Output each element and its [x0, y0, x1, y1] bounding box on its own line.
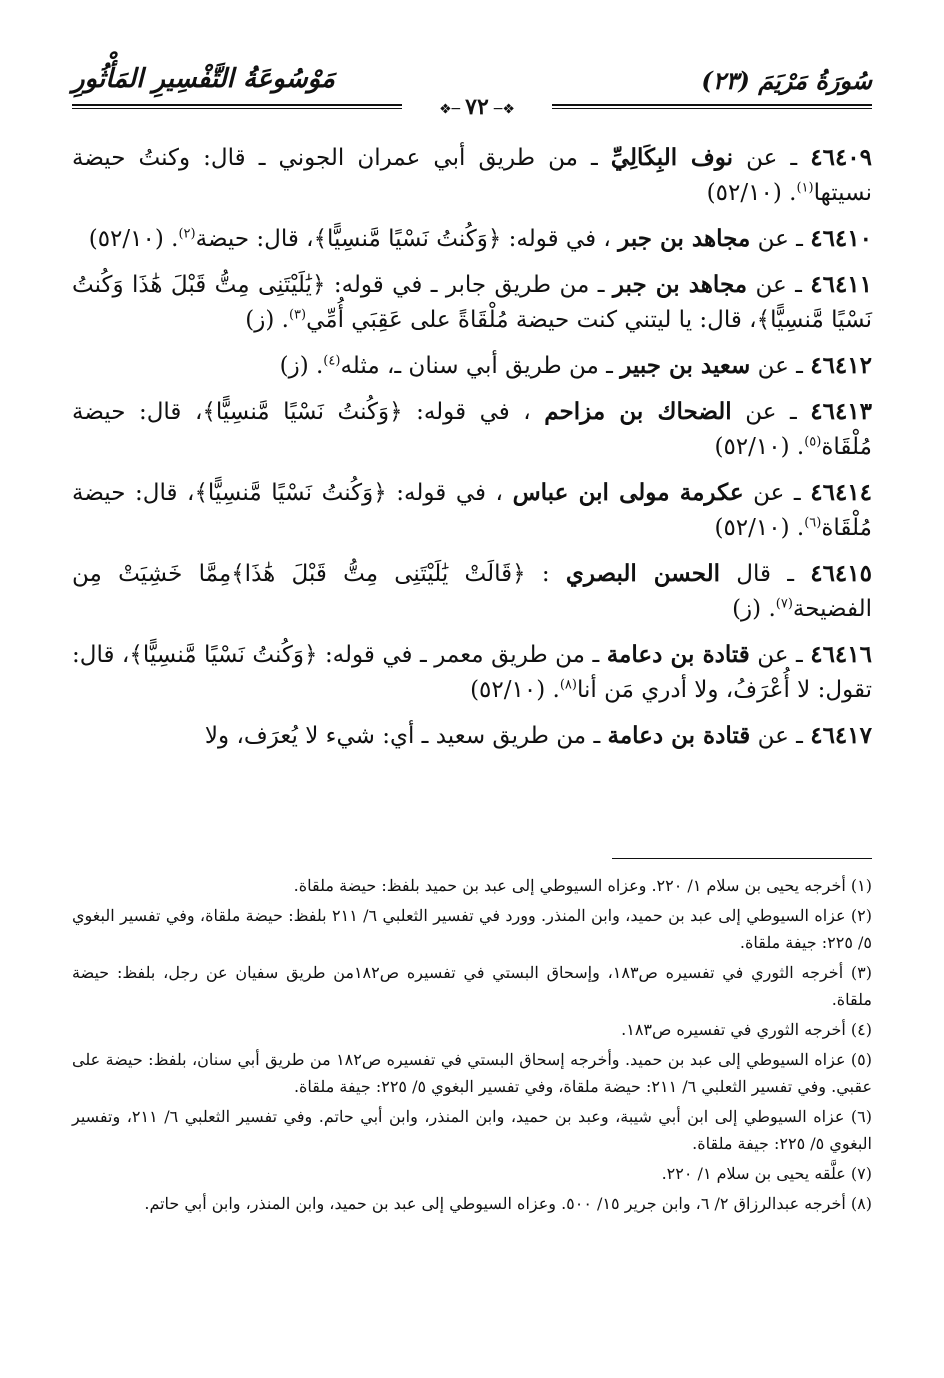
entry-verb: عن: [757, 723, 789, 749]
narrator-name: نوف البِكَالِيِّ: [610, 144, 733, 171]
footnote-ref: (٤): [323, 353, 341, 369]
entry-number: ٤٦٤١٣: [810, 398, 873, 425]
narration-entry: ٤٦٤١٠ ـ عن مجاهد بن جبر ، في قوله: ﴿وَكُنتُ نَسْيًا مَّنسِيًّا﴾، قال: حيضة$^{(٢)}$. (٥٢/١٠): [88, 225, 872, 252]
entry-text: ـ من طريق معمر ـ في قوله:: [324, 642, 600, 668]
entry-number: ٤٦٤١٦: [810, 641, 872, 668]
narration-entry: ٤٦٤٠٩ ـ عن نوف البِكَالِيِّ ـ من طريق أبي عمران الجوني ـ قال: وكنتُ حيضة نسيتها$^{(١)}$. (٥٢/١٠): [72, 144, 873, 206]
footnote-ref: (٦): [804, 515, 822, 531]
entry-text: ـ من طريق جابر ـ في قوله:: [333, 272, 605, 298]
page-number: ٧٢: [465, 94, 489, 120]
entry-text-after-verse: ، قال: تقول: لا أُعْرَفُ، ولا أدري مَن أنا: [72, 642, 872, 703]
entry-number: ٤٦٤١٠: [810, 225, 872, 252]
footnote-ref: (٧): [775, 596, 793, 612]
entry-verb: عن: [753, 480, 785, 506]
entry-verb: عن: [746, 145, 778, 171]
footnote: (٦) عزاه السيوطي إلى ابن أبي شيبة، وعبد بن حميد، وابن المنذر، وابن أبي حاتم. وفي تفسير الثعلبي ٦/ ٢١١، وتفسير البغوي ٥/ ٢٢٥: جيفة ملقاة.: [72, 1107, 873, 1153]
entry-verb: عن: [755, 272, 787, 298]
entry-punct: .: [171, 226, 179, 252]
footnote: (١) أخرجه يحيى بن سلام ١/ ٢٢٠. وعزاه السيوطي إلى عبد بن حميد بلفظ: حيضة ملقاة.: [293, 876, 872, 895]
page-header: [72, 60, 872, 120]
entry-number: ٤٦٤٠٩: [810, 144, 873, 171]
entry-number: ٤٦٤١٧: [810, 722, 872, 749]
entry-punct: .: [768, 596, 776, 622]
footnote: (٧) علَّقه يحيى بن سلام ١/ ٢٢٠.: [661, 1164, 872, 1183]
quran-verse: ﴿وَكُنتُ نَسْيًا مَّنسِيًّا﴾: [202, 399, 403, 425]
source-ref: (٥٢/١٠): [714, 515, 790, 541]
narration-entry: ٤٦٤١٤ ـ عن عكرمة مولى ابن عباس ، في قوله: ﴿وَكُنتُ نَسْيًا مَّنسِيًّا﴾، قال: حيضة مُلْقَاة$^{(٦)}$. (٥٢/١٠): [72, 479, 873, 541]
narrator-name: الضحاك بن مزاحم: [544, 398, 732, 425]
entry-text-after-verse: ، قال: حيضة مُلْقَاة: [72, 480, 872, 541]
entry-punct: .: [789, 180, 797, 206]
footnotes-list: [72, 872, 872, 1220]
book-title: مَوْسُوعَةُ التَّفْسِيرِ المَأْثُورِ: [72, 64, 335, 94]
footnote: (٨) أخرجه عبدالرزاق ٢/ ٦، وابن جرير ١٥/ ٥٠٠. وعزاه السيوطي إلى عبد بن حميد، وابن المنذر، وابن أبي حاتم.: [144, 1194, 872, 1213]
source-ref: (٥٢/١٠): [706, 180, 782, 206]
entry-text: ، في قوله:: [508, 226, 611, 252]
narrator-name: سعيد بن جبير: [620, 352, 751, 379]
footnote-ref: (٣): [288, 307, 307, 323]
entry-punct: .: [796, 434, 805, 460]
footnote: (٤) أخرجه الثوري في تفسيره ص١٨٣.: [621, 1020, 872, 1039]
entry-text: ـ من طريق سعيد ـ أي: شيء لا يُعرَف، ولا: [204, 723, 601, 749]
entry-text: ـ من طريق أبي سنان ـ، مثله: [340, 353, 613, 379]
entry-verb: عن: [745, 399, 777, 425]
entry-verb: عن: [757, 642, 789, 668]
entry-text-after-verse: ، قال: حيضة: [195, 226, 314, 252]
surah-title: سُورَةُ مَرْيَمَ (٢٣): [701, 66, 872, 95]
entry-punct: .: [796, 515, 805, 541]
narrator-name: عكرمة مولى ابن عباس: [512, 479, 744, 506]
quran-verse: ﴿وَكُنتُ نَسْيًا مَّنسِيًّا﴾: [194, 480, 387, 506]
footnote-rule: [612, 858, 872, 859]
entry-verb: قال: [736, 561, 771, 587]
narrator-name: مجاهد بن جبر: [612, 271, 748, 298]
footnote-ref: (١): [796, 180, 814, 196]
narration-entry: ٤٦٤١٥ ـ قال الحسن البصري : ﴿قَالَتْ يَٰلَيْتَنِى مِتُّ قَبْلَ هَٰذَا﴾مِمَّا خَشِيَتْ مِن الفضيحة$^{(٧)}$. (ز): [72, 560, 872, 622]
entry-punct: .: [281, 307, 289, 333]
entry-text: ـ من طريق أبي عمران الجوني ـ قال: وكنتُ حيضة نسيتها: [72, 145, 872, 206]
entry-text: ، في قوله:: [396, 480, 503, 506]
narration-entry: ٤٦٤١١ ـ عن مجاهد بن جبر ـ من طريق جابر ـ في قوله: ﴿يَٰلَيْتَنِى مِتُّ قَبْلَ هَٰذَا وَكُنتُ نَسْيًا مَّنسِيًّا﴾، قال: يا ليتني كنت حيضة مُلْقَاةً على عَقِبَي أُمِّي$^{(٣)}$. (ز): [72, 271, 873, 333]
page-number-box: [402, 94, 552, 120]
ornament-left-icon: ❖─: [439, 101, 461, 118]
footnote-ref: (٨): [559, 677, 577, 693]
footnote: (٢) عزاه السيوطي إلى عبد بن حميد، وابن المنذر. وورد في تفسير الثعلبي ٦/ ٢١١ بلفظ: حيضة ملقاة، وفي تفسير البغوي ٥/ ٢٢٥: جيفة ملقاة.: [72, 906, 873, 952]
quran-verse: ﴿وَكُنتُ نَسْيًا مَّنسِيًّا﴾: [129, 642, 318, 668]
footnote-ref: (٥): [804, 434, 822, 450]
source-ref: (٥٢/١٠): [470, 677, 546, 703]
entry-number: ٤٦٤١٥: [810, 560, 872, 587]
entry-number: ٤٦٤١١: [810, 271, 873, 298]
entry-text-after-verse: ، قال: حيضة مُلْقَاة: [72, 399, 872, 460]
narrator-name: قتادة بن دعامة: [606, 641, 750, 668]
entry-text: ، في قوله:: [416, 399, 531, 425]
entry-number: ٤٦٤١٢: [810, 352, 872, 379]
source-ref: (٥٢/١٠): [714, 434, 790, 460]
source-ref: (ز): [732, 596, 762, 622]
narrator-name: مجاهد بن جبر: [618, 225, 751, 252]
entry-punct: .: [552, 677, 560, 703]
quran-verse: ﴿يَٰلَيْتَنِى مِتُّ قَبْلَ هَٰذَا وَكُنتُ نَسْيًا مَّنسِيًّا﴾: [72, 272, 872, 333]
entry-number: ٤٦٤١٤: [810, 479, 873, 506]
narrations-list: [72, 140, 872, 764]
narration-entry: ٤٦٤١٣ ـ عن الضحاك بن مزاحم ، في قوله: ﴿وَكُنتُ نَسْيًا مَّنسِيًّا﴾، قال: حيضة مُلْقَاة$^{(٥)}$. (٥٢/١٠): [72, 398, 873, 460]
entry-text-after-verse: ، قال: يا ليتني كنت حيضة مُلْقَاةً على عَقِبَي أُمِّي: [306, 307, 757, 333]
entry-text: :: [541, 561, 550, 587]
quran-verse: ﴿قَالَتْ يَٰلَيْتَنِى مِتُّ قَبْلَ هَٰذَا﴾: [231, 561, 526, 587]
entry-verb: عن: [757, 226, 789, 252]
source-ref: (ز): [279, 353, 309, 379]
narration-entry: ٤٦٤١٧ ـ عن قتادة بن دعامة ـ من طريق سعيد ـ أي: شيء لا يُعرَف، ولا: [204, 722, 872, 749]
entry-verb: عن: [757, 353, 789, 379]
quran-verse: ﴿وَكُنتُ نَسْيًا مَّنسِيًّا﴾: [313, 226, 502, 252]
narration-entry: ٤٦٤١٦ ـ عن قتادة بن دعامة ـ من طريق معمر ـ في قوله: ﴿وَكُنتُ نَسْيًا مَّنسِيًّا﴾، قال: تقول: لا أُعْرَفُ، ولا أدري مَن أنا$^{(٨)}$. (٥٢/١٠): [72, 641, 872, 703]
entry-text-after-verse: مِمَّا خَشِيَتْ مِن الفضيحة: [72, 561, 872, 622]
footnote: (٣) أخرجه الثوري في تفسيره ص١٨٣، وإسحاق البستي في تفسيره ص١٨٢من طريق سفيان عن رجل، بلفظ: حيضة ملقاة.: [72, 963, 873, 1009]
narrator-name: قتادة بن دعامة: [607, 722, 751, 749]
footnote: (٥) عزاه السيوطي إلى عبد بن حميد. وأخرجه إسحاق البستي في تفسيره ص١٨٢ من طريق أبي سنان، بلفظ: حيضة على عقبي. وفي تفسير الثعلبي ٦/ ٢١١: حيضة ملقاة، وفي تفسير البغوي ٥/ ٢٢٥: جيفة ملقاة.: [72, 1050, 872, 1096]
footnote-ref: (٢): [178, 226, 196, 242]
narration-entry: ٤٦٤١٢ ـ عن سعيد بن جبير ـ من طريق أبي سنان ـ، مثله$^{(٤)}$. (ز): [279, 352, 872, 379]
source-ref: (ز): [245, 307, 275, 333]
entry-punct: .: [315, 353, 324, 379]
source-ref: (٥٢/١٠): [88, 226, 164, 252]
narrator-name: الحسن البصري: [565, 560, 721, 587]
ornament-right-icon: ─❖: [493, 101, 515, 118]
